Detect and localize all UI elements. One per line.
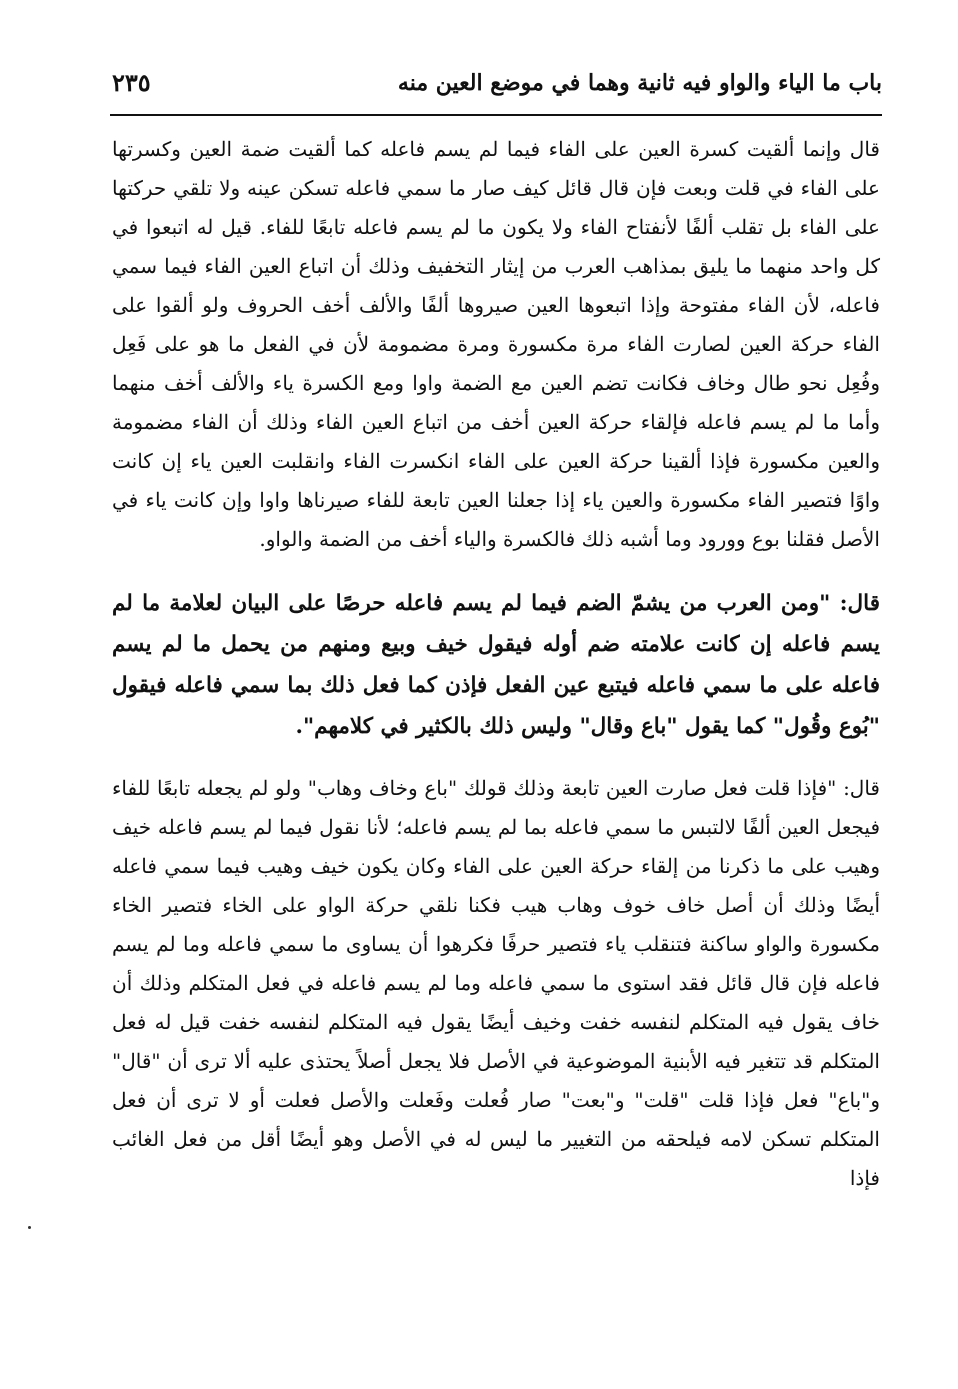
page-body	[112, 130, 880, 1198]
running-title: باب ما الياء والواو فيه ثانية وهما في موضع العين منه	[397, 70, 882, 96]
header-divider	[110, 114, 882, 116]
paragraph-quoted-text: قال: "ومن العرب من يشمّ الضم فيما لم يسم فاعله حرصًا على البيان لعلامة ما لم يسم فاعله إن كانت علامته ضم أوله فيقول خيف وبيع ومنهم من يحمل ما لم يسم فاعله على ما سمي فاعله فيتبع عين الفعل فإذن كما فعل ذلك بما سمي فاعله فيقول "بُوع وقُول" كما يقول "باع وقال" وليس ذلك بالكثير في كلامهم".	[112, 591, 880, 739]
margin-mark	[28, 1226, 31, 1229]
paragraph-commentary-1: قال وإنما ألقيت كسرة العين على الفاء فيما لم يسم فاعله كما ألقيت ضمة العين وكسرتها على الفاء في قلت وبعت فإن قال قائل كيف صار ما سمي فاعله تسكن عينه ولا تلقي حركتها على الفاء بل تقلب ألفًا لأنفتاح الفاء ولا يكون ما لم يسم فاعله تابعًا للفاء. قيل له اتبعوا في كل واحد منهما ما يليق بمذاهب العرب من إيثار التخفيف وذلك أن اتباع العين الفاء فيما سمي فاعله، لأن الفاء مفتوحة وإذا اتبعوها العين صيروها ألفًا والألف أخف الحروف ولو ألقوا على الفاء حركة العين لصارت الفاء مرة مكسورة ومرة مضمومة لأن في الفعل ما هو على فَعِل وفُعِل نحو طال وخاف فكانت تضم العين مع الضمة واوا ومع الكسرة ياء والألف أخف منهما وأما ما لم يسم فاعله فإلقاء حركة العين أخف من اتباع العين الفاء وذلك أن الفاء مضمومة والعين مكسورة فإذا ألقينا حركة العين على الفاء انكسرت الفاء وانقلبت العين ياء إن كانت واوًا فتصير الفاء مكسورة والعين ياء إذا جعلنا العين تابعة للفاء صيرناها واوا وإن كانت ياء في الأصل فقلنا بوع وورود وما أشبه ذلك فالكسرة والياء أخف من الضمة والواو.	[112, 137, 880, 551]
page-number: ٢٣٥	[112, 68, 151, 97]
page-header	[110, 62, 882, 106]
paragraph-commentary-2: قال: "فإذا قلت فعل صارت العين تابعة وذلك قولك "باع وخاف وهاب" ولو لم يجعله تابعًا للفاء فيجعل العين ألفًا لالتبس ما سمي فاعله بما لم يسم فاعله؛ لأنا نقول فيما لم يسم فاعله خيف وهيب على ما ذكرنا من إلقاء حركة العين على الفاء وكان يكون خيف وهيب فيما سمي فاعله أيضًا وذلك أن أصل خاف خوف وهاب هيب فكنا نلقي حركة الواو على الخاء فتصير الخاء مكسورة والواو ساكنة فتنقلب ياء فتصير حرفًا فكرهوا أن يساوى ما سمي فاعله وما لم يسم فاعله فإن قال قائل فقد استوى ما سمي فاعله وما لم يسم فاعله في فعل المتكلم وذلك أن خاف يقول فيه المتكلم لنفسه خفت وخيف أيضًا يقول فيه المتكلم لنفسه خفت قيل له فعل المتكلم قد تتغير فيه الأبنية الموضوعية في الأصل فلا يجعل أصلاً يحتذى عليه ألا ترى أن "قال" و"باع" فعل فإذا قلت "قلت" و"بعت" صار فُعلت وفَعلت والأصل فعلت أو لا ترى أن فعل المتكلم تسكن لامه فيلحقه من التغيير ما ليس له في الأصل وهو أيضًا أقل من فعل الغائب فإذا	[112, 776, 880, 1190]
